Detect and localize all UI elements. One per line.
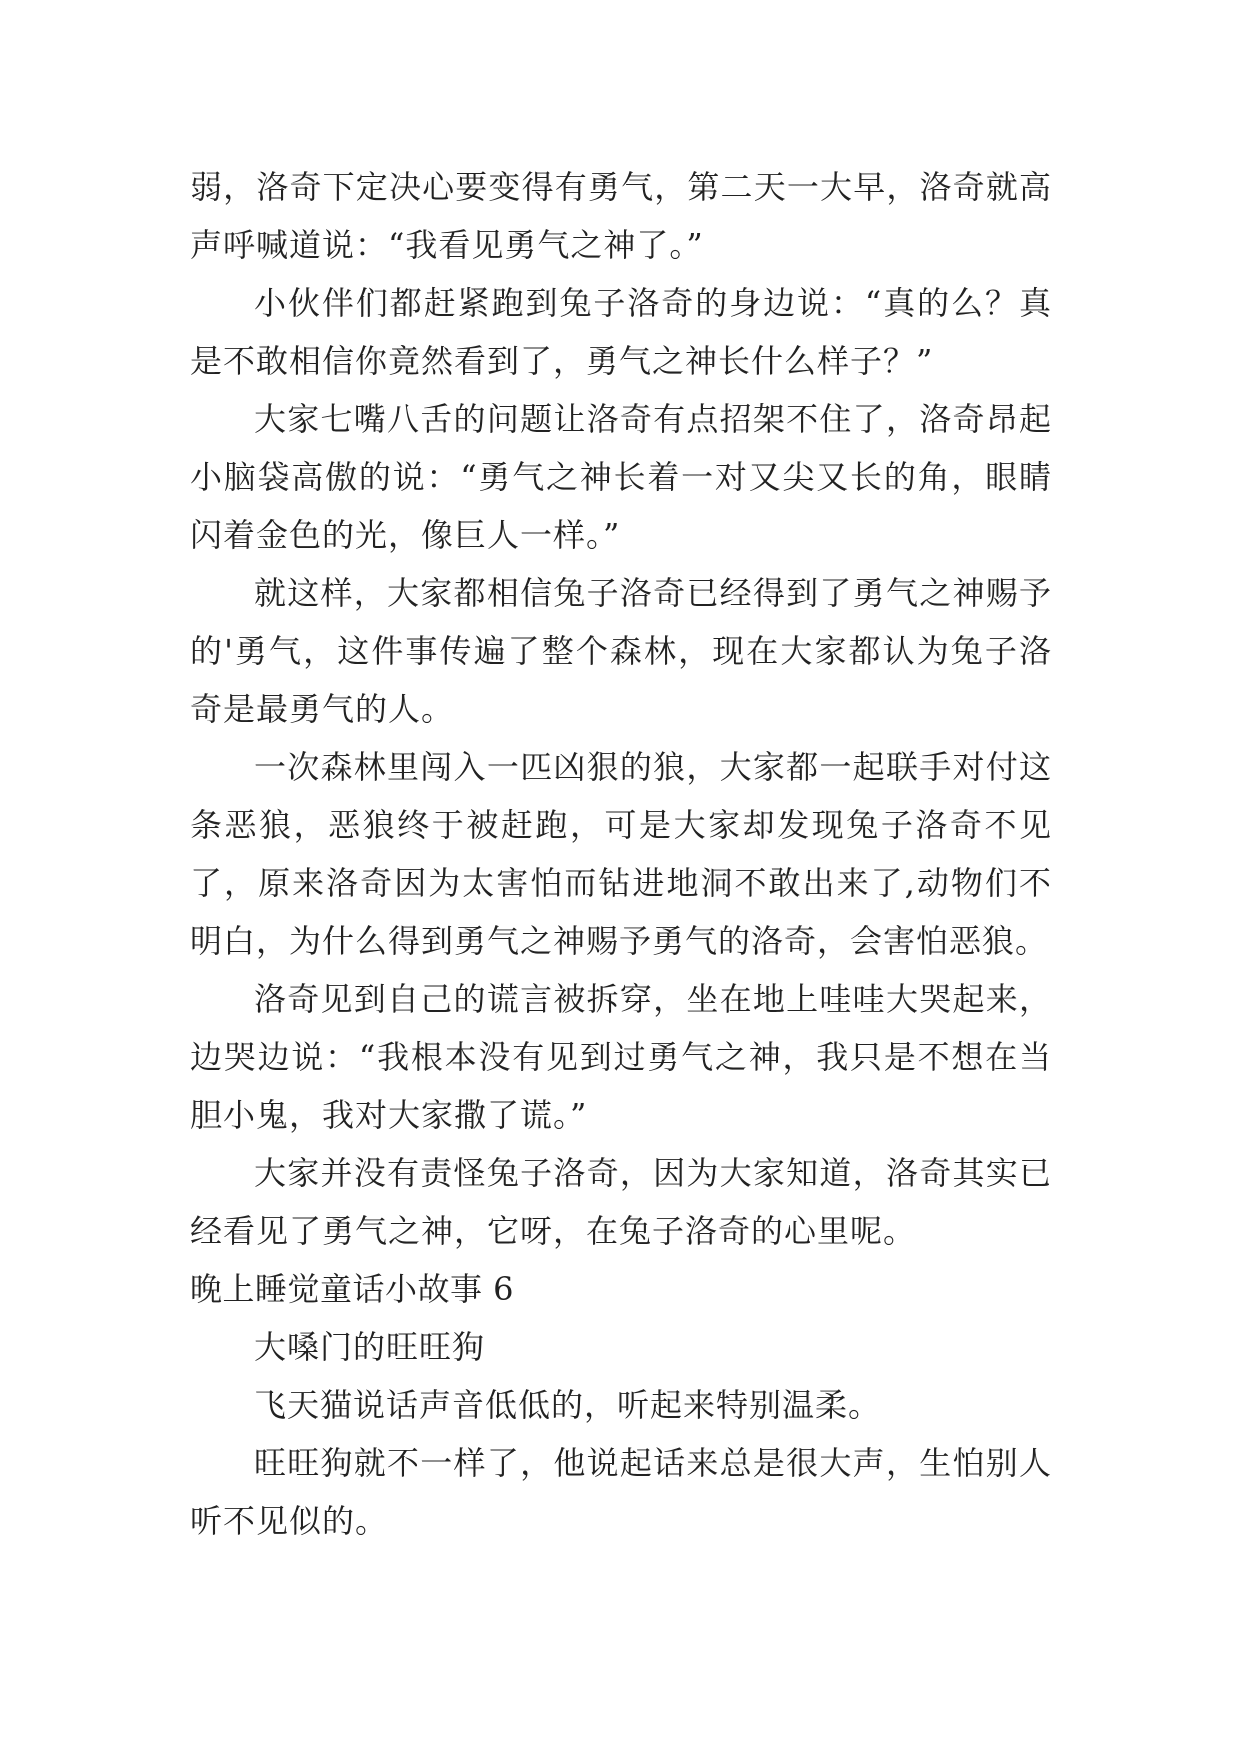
document-body <box>190 158 1052 1550</box>
paragraph-continued: 弱，洛奇下定决心要变得有勇气，第二天一大早，洛奇就高声呼喊道说：“我看见勇气之神了。” <box>190 168 1052 264</box>
paragraph: 小伙伴们都赶紧跑到兔子洛奇的身边说：“真的么？真是不敢相信你竟然看到了，勇气之神长什么样子？” <box>190 284 1052 380</box>
paragraph: 大家七嘴八舌的问题让洛奇有点招架不住了，洛奇昂起小脑袋高傲的说：“勇气之神长着一对又尖又长的角，眼睛闪着金色的光，像巨人一样。” <box>190 400 1052 554</box>
paragraph: 大家并没有责怪兔子洛奇，因为大家知道，洛奇其实已经看见了勇气之神，它呀，在兔子洛奇的心里呢。 <box>190 1154 1052 1250</box>
paragraph: 一次森林里闯入一匹凶狠的狼，大家都一起联手对付这条恶狼，恶狼终于被赶跑，可是大家却发现兔子洛奇不见了，原来洛奇因为太害怕而钻进地洞不敢出来了,动物们不明白，为什么得到勇气之神赐予勇气的洛奇，会害怕恶狼。 <box>190 748 1052 960</box>
paragraph: 飞天猫说话声音低低的，听起来特别温柔。 <box>254 1386 882 1424</box>
paragraph: 旺旺狗就不一样了，他说起话来总是很大声，生怕别人听不见似的。 <box>190 1444 1052 1540</box>
story-title: 大嗓门的旺旺狗 <box>254 1328 486 1366</box>
section-heading: 晚上睡觉童话小故事 6 <box>190 1270 515 1308</box>
paragraph: 洛奇见到自己的谎言被拆穿，坐在地上哇哇大哭起来，边哭边说：“我根本没有见到过勇气之神，我只是不想在当胆小鬼，我对大家撒了谎。” <box>190 980 1052 1134</box>
paragraph: 就这样，大家都相信兔子洛奇已经得到了勇气之神赐予的'勇气，这件事传遍了整个森林，现在大家都认为兔子洛奇是最勇气的人。 <box>190 574 1052 728</box>
